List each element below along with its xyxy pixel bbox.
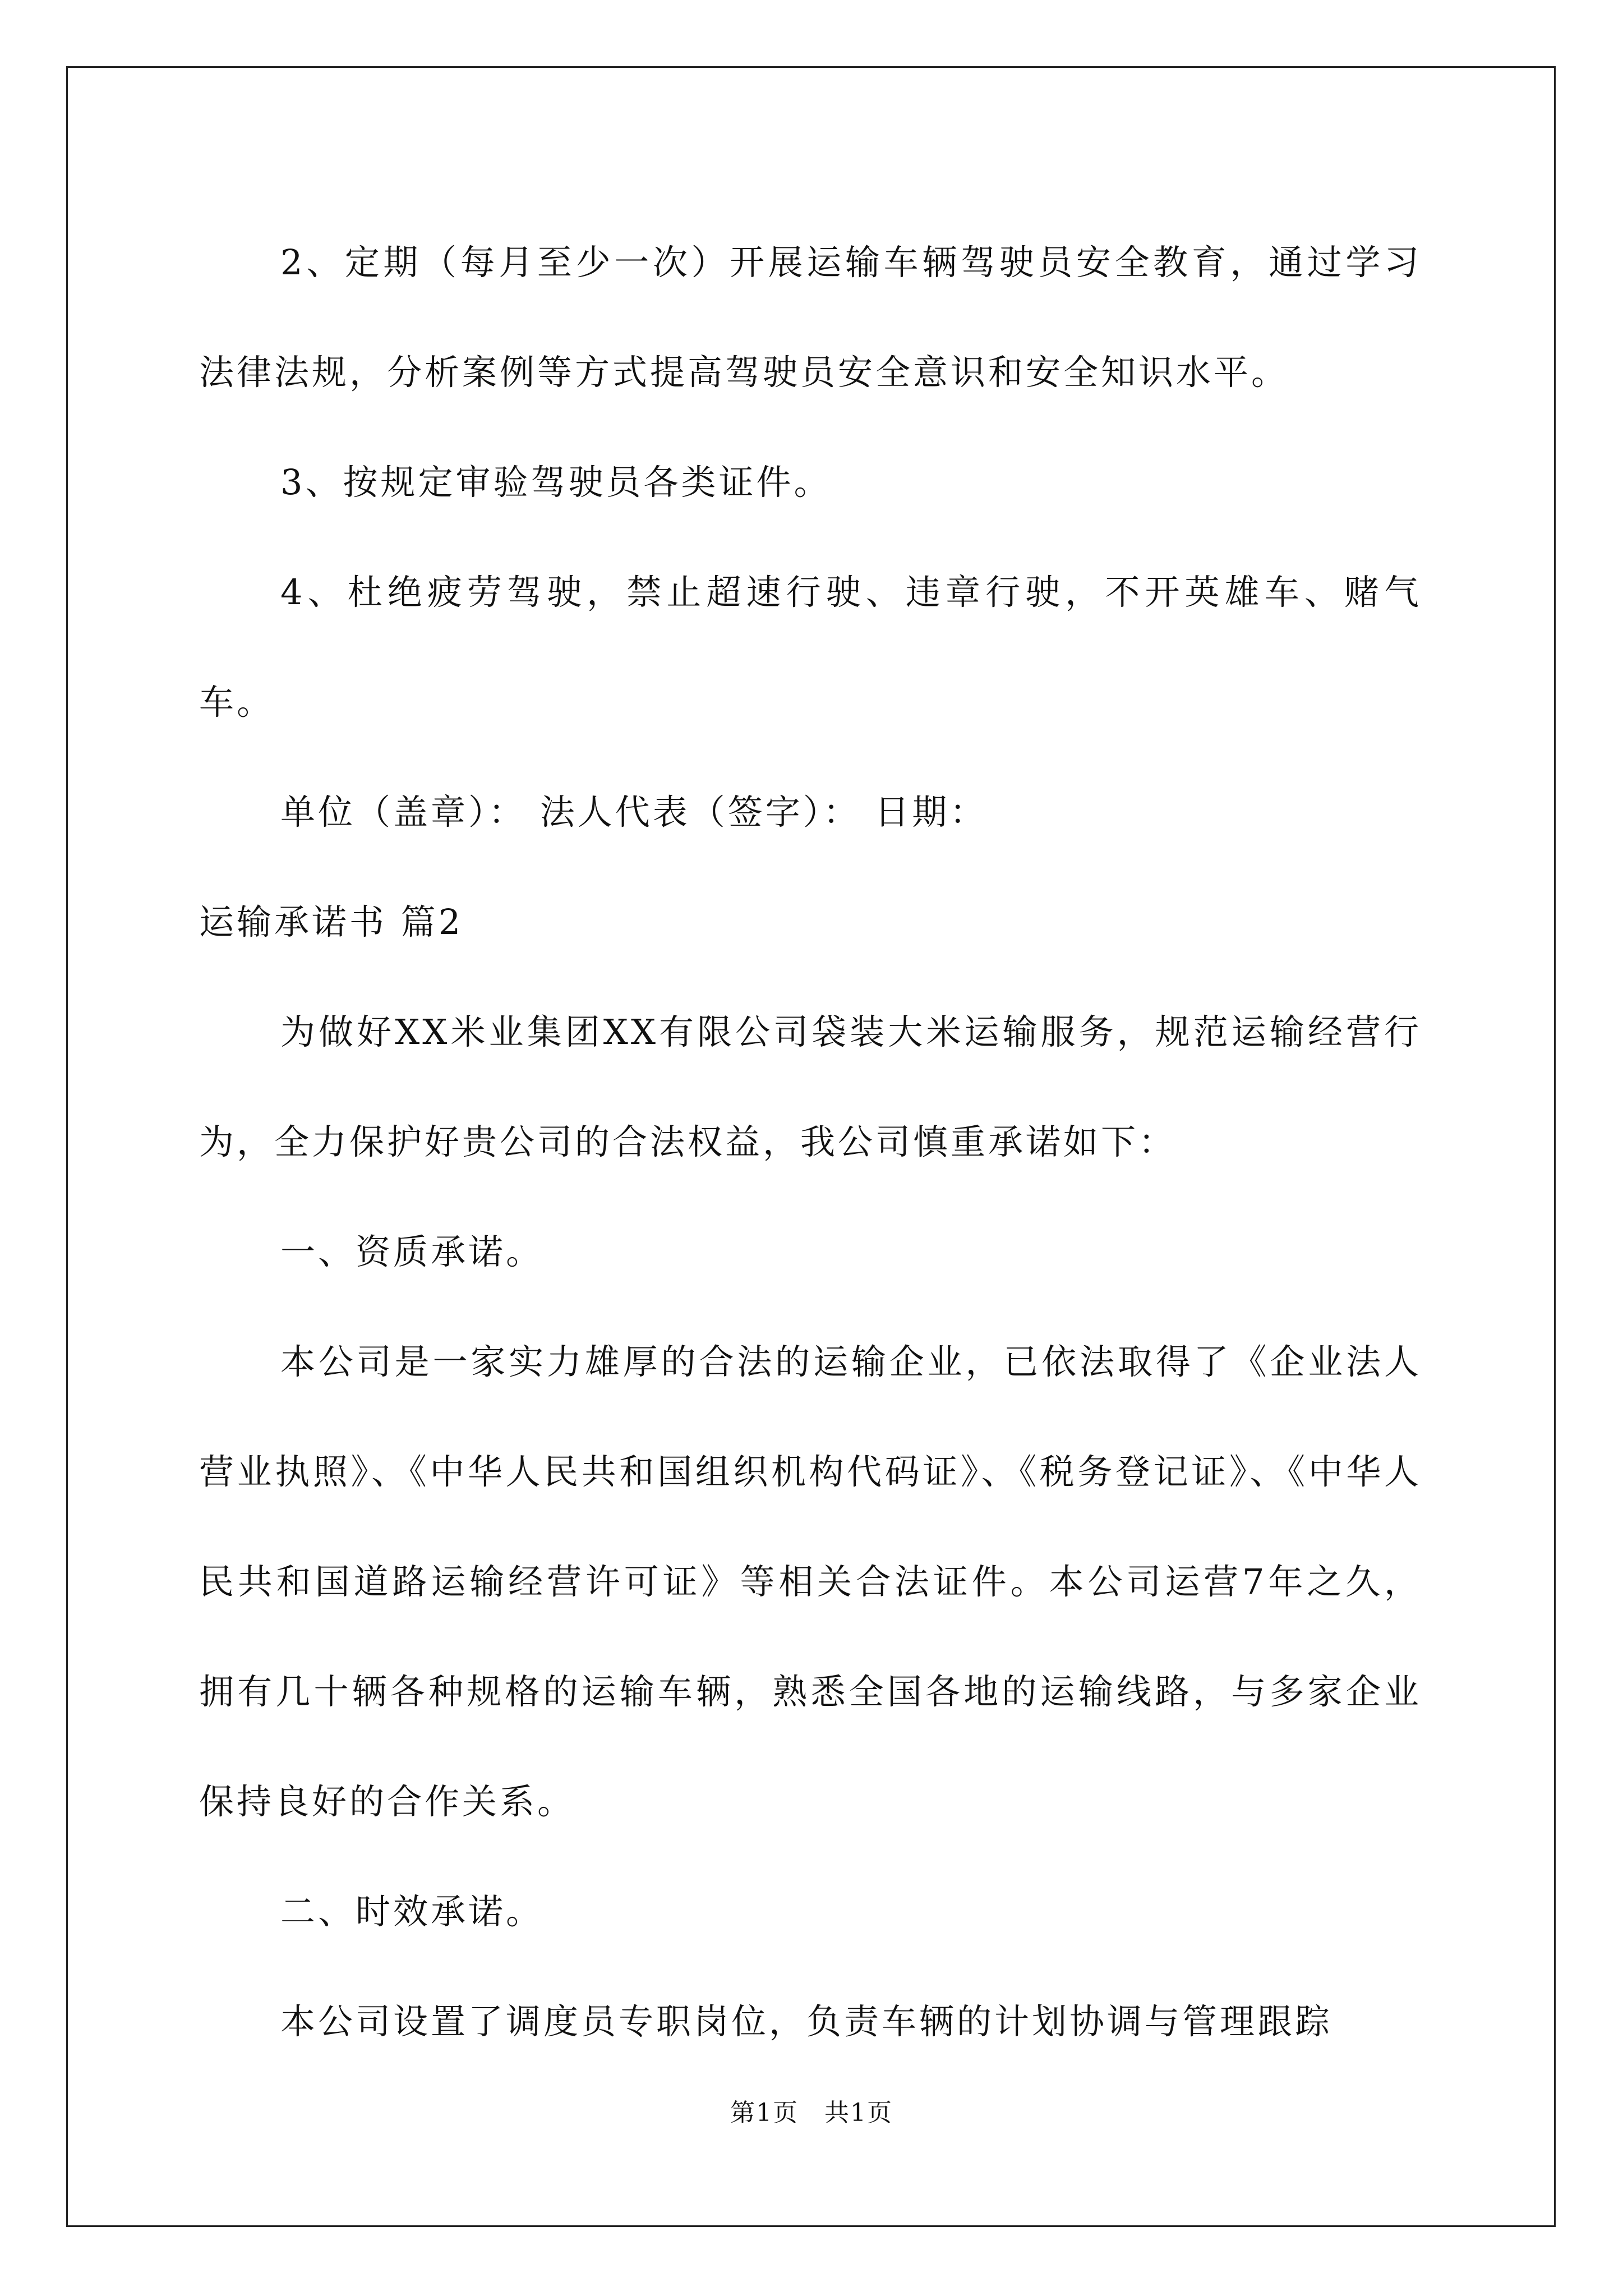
qualification-paragraph: 本公司是一家实力雄厚的合法的运输企业，已依法取得了《企业法人营业执照》、《中华人民共和国组织机构代码证》、《税务登记证》、《中华人民共和国道路运输经营许可证》等相关合法证件。本公司运营7年之久，拥有几十辆各种规格的运输车辆，熟悉全国各地的运输线路，与多家企业保持良好的合作关系。 bbox=[199, 1341, 1422, 1822]
paragraph-item-2: 2、定期（每月至少一次）开展运输车辆驾驶员安全教育，通过学习法律法规，分析案例等方式提高驾驶员安全意识和安全知识水平。 bbox=[199, 242, 1422, 393]
paragraph-item-4: 4、杜绝疲劳驾驶，禁止超速行驶、违章行驶，不开英雄车、赌气车。 bbox=[199, 572, 1422, 723]
signature-line: 单位（盖章）： 法人代表（签字）： 日期： bbox=[280, 792, 988, 832]
subheading-qualification: 一、资质承诺。 bbox=[280, 1231, 544, 1272]
subheading-timeliness: 二、时效承诺。 bbox=[280, 1891, 544, 1932]
page-footer: 第1页 共1页 bbox=[730, 2099, 893, 2127]
document-body bbox=[199, 208, 1422, 2077]
intro-paragraph: 为做好XX米业集团XX有限公司袋装大米运输服务，规范运输经营行为，全力保护好贵公司的合法权益，我公司慎重承诺如下： bbox=[199, 1011, 1422, 1162]
section-title: 运输承诺书 篇2 bbox=[199, 901, 464, 942]
timeliness-paragraph: 本公司设置了调度员专职岗位，负责车辆的计划协调与管理跟踪 bbox=[280, 2001, 1333, 2042]
paragraph-item-3: 3、按规定审验驾驶员各类证件。 bbox=[280, 462, 832, 503]
